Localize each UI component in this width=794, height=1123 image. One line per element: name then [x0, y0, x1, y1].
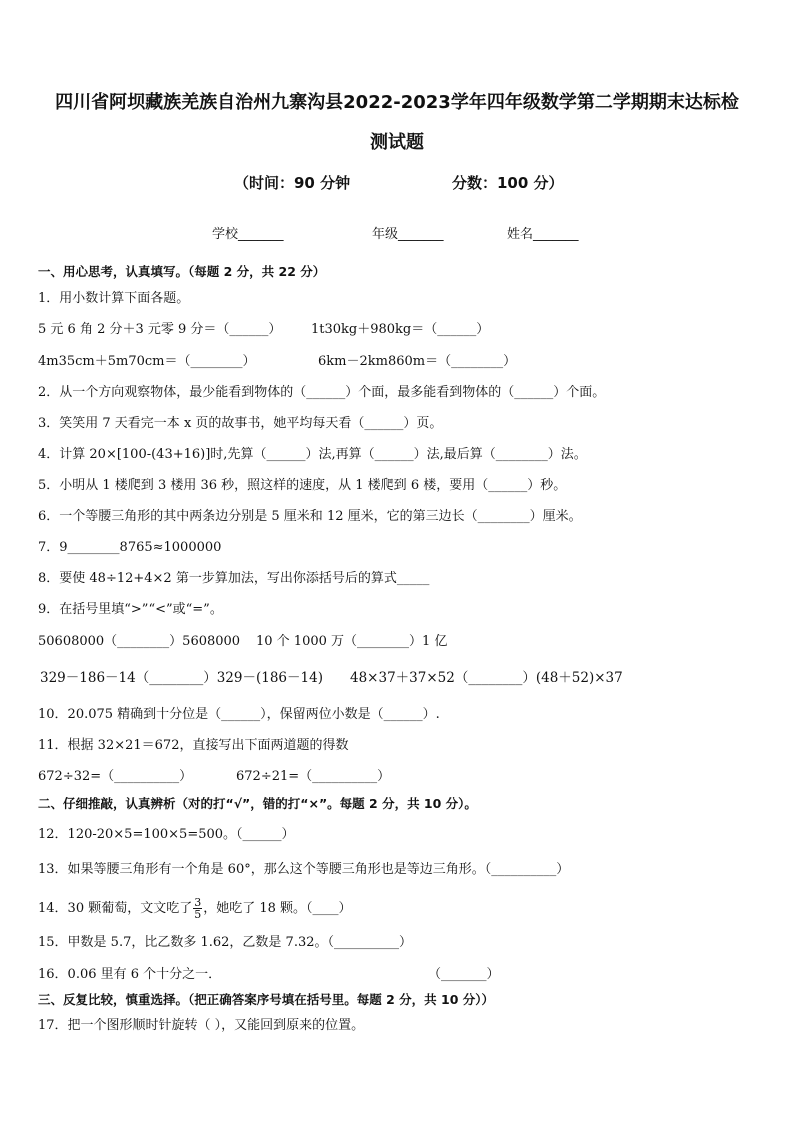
- exam-title-line2: 测试题: [370, 132, 424, 153]
- question-16-blank: （_______）: [428, 967, 500, 982]
- question-4: 4．计算 20×[100-(43+16)]时,先算（______）法,再算（______）法,最后算（________）法。: [38, 447, 587, 462]
- exam-time: （时间：90 分钟: [234, 174, 351, 192]
- question-1d: 6km－2km860m＝（________）: [318, 354, 517, 369]
- question-16: 16．0.06 里有 6 个十分之一．: [38, 967, 222, 982]
- question-15: 15．甲数是 5.7，比乙数多 1.62，乙数是 7.32。（__________）: [38, 935, 413, 950]
- grade-field: 年级_______: [372, 227, 444, 242]
- question-7: 7．9________8765≈1000000: [38, 540, 222, 555]
- question-14-text: 14．30 颗葡萄，文文吃了: [38, 901, 193, 916]
- question-9b: 10 个 1000 万（________）1 亿: [256, 634, 448, 649]
- question-13: 13．如果等腰三角形有一个角是 60°，那么这个等腰三角形也是等边三角形。（__________）: [38, 862, 570, 877]
- question-6: 6．一个等腰三角形的其中两条边分别是 5 厘米和 12 厘米，它的第三边长（________）厘米。: [38, 509, 582, 524]
- question-1b: 1t30kg＋980kg＝（______）: [311, 322, 490, 337]
- question-12: 12．120-20×5=100×5=500。（______）: [38, 827, 295, 842]
- exam-title-line1: 四川省阿坝藏族羌族自治州九寨沟县2022-2023学年四年级数学第二学期期末达标检: [55, 92, 739, 113]
- question-11: 11．根据 32×21＝672，直接写出下面两道题的得数: [38, 738, 349, 753]
- question-1: 1．用小数计算下面各题。: [38, 291, 190, 306]
- question-2: 2．从一个方向观察物体，最少能看到物体的（______）个面，最多能看到物体的（______）个面。: [38, 385, 606, 400]
- section1-heading: 一、用心思考，认真填写。（每题 2 分，共 22 分）: [38, 264, 326, 279]
- section2-heading: 二、仔细推敲，认真辨析（对的打“√”，错的打“×”。每题 2 分，共 10 分）。: [38, 796, 477, 811]
- exam-score: 分数：100 分）: [452, 174, 564, 192]
- section3-heading: 三、反复比较，慎重选择。（把正确答案序号填在括号里。每题 2 分，共 10 分））: [38, 992, 495, 1007]
- question-1c: 4m35cm＋5m70cm＝（________）: [38, 354, 256, 369]
- school-field: 学校_______: [212, 227, 284, 242]
- question-10: 10．20.075 精确到十分位是（______），保留两位小数是（______）.: [38, 707, 440, 722]
- question-11a: 672÷32=（__________）: [38, 769, 193, 784]
- question-5: 5．小明从 1 楼爬到 3 楼用 36 秒，照这样的速度，从 1 楼爬到 6 楼，要用（______）秒。: [38, 478, 567, 493]
- question-3: 3．笑笑用 7 天看完一本 x 页的故事书，她平均每天看（______）页。: [38, 416, 443, 431]
- question-8: 8．要使 48÷12+4×2 第一步算加法，写出你添括号后的算式_____: [38, 571, 430, 586]
- name-field: 姓名_______: [507, 227, 579, 242]
- question-9d: 48×37＋37×52（________）(48＋52)×37: [350, 670, 623, 686]
- question-9a: 50608000（________）5608000: [38, 634, 241, 649]
- question-17: 17．把一个图形顺时针旋转（ ），又能回到原来的位置。: [38, 1018, 365, 1033]
- fraction-three-fifths: $\frac{3}{5}$: [194, 896, 202, 921]
- question-9c: 329－186－14（________）329－(186－14): [40, 670, 323, 686]
- question-14-tail: ，她吃了 18 颗。（____）: [203, 901, 352, 916]
- question-1a: 5 元 6 角 2 分＋3 元零 9 分＝（______）: [38, 322, 282, 337]
- question-11b: 672÷21=（__________）: [236, 769, 391, 784]
- question-9: 9．在括号里填“>”“<”或“=”。: [38, 602, 223, 617]
- question-14: [38, 897, 352, 920]
